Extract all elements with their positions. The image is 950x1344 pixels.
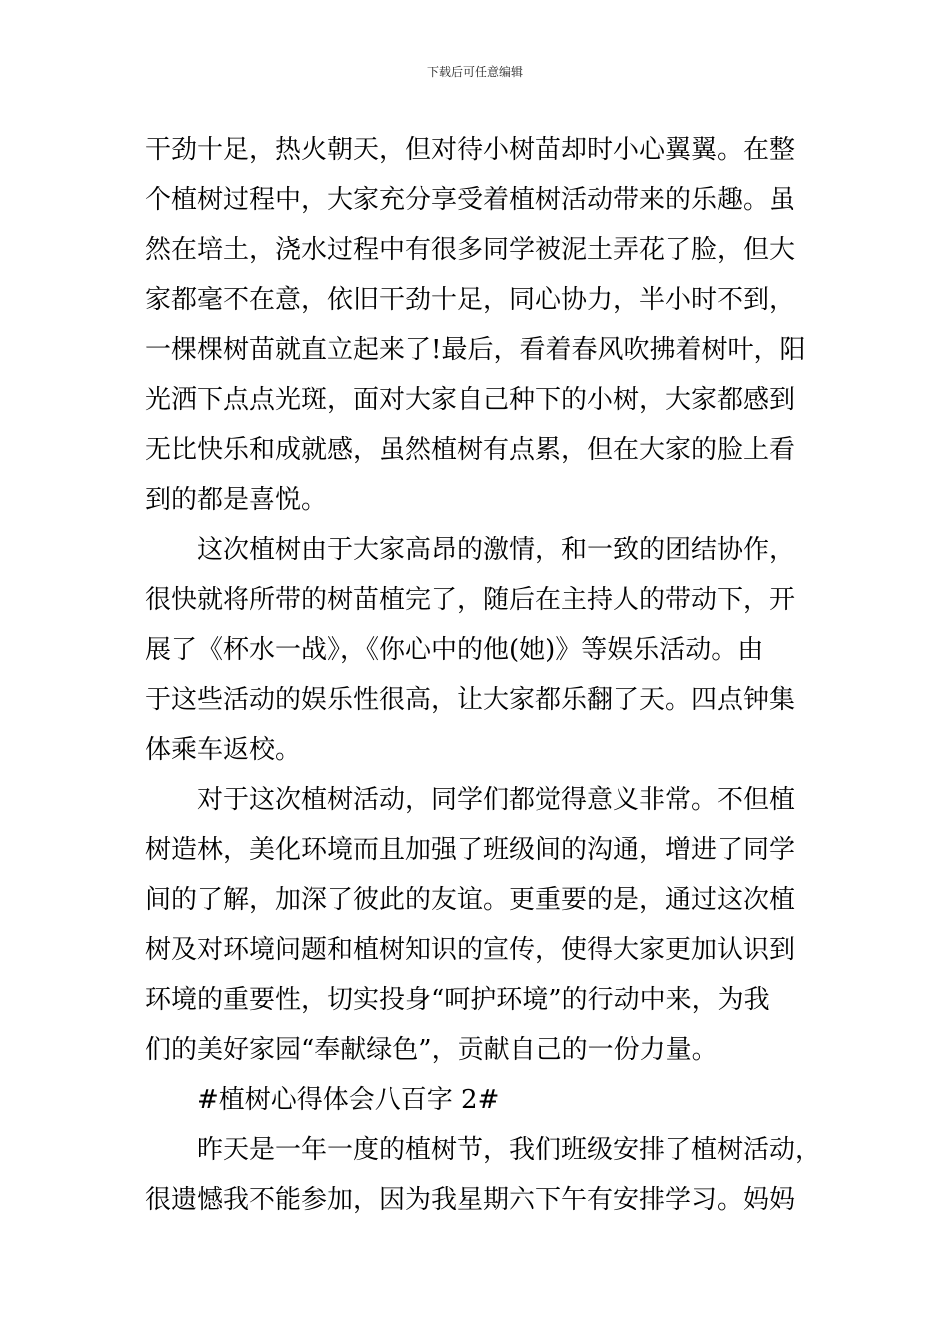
text-line: 们的美好家园“奉献绿色”，贡献自己的一份力量。 [145, 1035, 718, 1065]
text-line: #植树心得体会八百字 2# [197, 1085, 500, 1115]
text-line: 到的都是喜悦。 [145, 485, 328, 515]
text-line: 家都毫不在意，依旧干劲十足，同心协力，半小时不到， [145, 285, 796, 315]
text-line: 一棵棵树苗就直立起来了!最后，看着春风吹拂着树叶，阳 [145, 335, 806, 365]
text-line: 无比快乐和成就感，虽然植树有点累，但在大家的脸上看 [145, 435, 796, 465]
text-line: 树及对环境问题和植树知识的宣传，使得大家更加认识到 [145, 935, 796, 965]
text-line: 树造林，美化环境而且加强了班级间的沟通，增进了同学 [145, 835, 796, 865]
text-line: 对于这次植树活动，同学们都觉得意义非常。不但植 [197, 785, 796, 815]
text-line: 个植树过程中，大家充分享受着植树活动带来的乐趣。虽 [145, 185, 796, 215]
text-line: 体乘车返校。 [145, 735, 302, 765]
text-line: 于这些活动的娱乐性很高，让大家都乐翻了天。四点钟集 [145, 685, 796, 715]
document-body [145, 125, 822, 1225]
text-line: 很遗憾我不能参加，因为我星期六下午有安排学习。妈妈 [145, 1185, 796, 1215]
text-line: 展了《杯水一战》，《你心中的他(她)》等娱乐活动。由 [145, 635, 764, 665]
text-line: 干劲十足，热火朝天，但对待小树苗却时小心翼翼。在整 [145, 135, 796, 165]
page-header: 下载后可任意编辑 [426, 65, 523, 79]
text-line: 这次植树由于大家高昂的激情，和一致的团结协作， [197, 535, 796, 565]
text-line: 环境的重要性，切实投身“呵护环境”的行动中来，为我 [145, 985, 770, 1015]
text-line: 间的了解，加深了彼此的友谊。更重要的是，通过这次植 [145, 885, 796, 915]
text-line: 然在培土，浇水过程中有很多同学被泥土弄花了脸，但大 [145, 235, 796, 265]
text-line: 昨天是一年一度的植树节，我们班级安排了植树活动， [197, 1135, 822, 1165]
text-line: 光洒下点点光斑，面对大家自己种下的小树，大家都感到 [145, 385, 796, 415]
text-line: 很快就将所带的树苗植完了，随后在主持人的带动下，开 [145, 585, 796, 615]
